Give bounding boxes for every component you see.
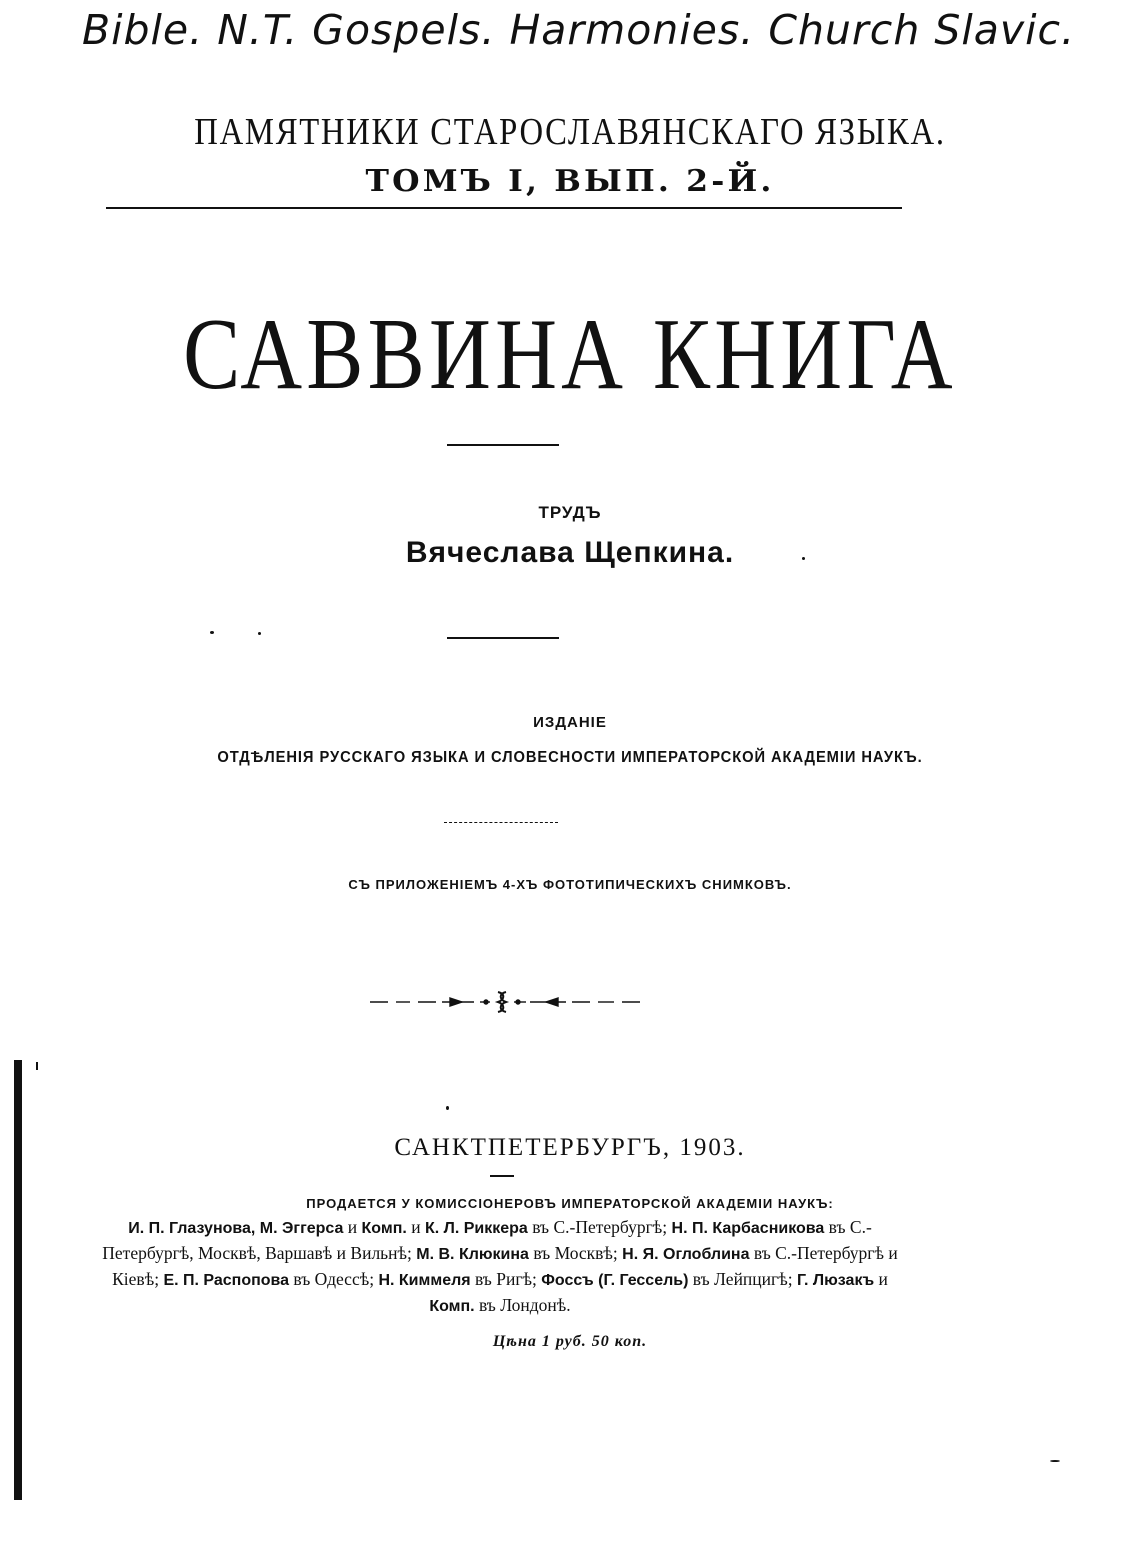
seller-name: Комп. — [429, 1298, 475, 1315]
ink-speck — [258, 632, 261, 635]
seller-entry — [378, 1269, 541, 1289]
seller-location: въ Ригѣ; — [470, 1269, 542, 1289]
volume-label: ТОМЪ I, ВЫП. 2-Й. — [365, 164, 775, 199]
seller-name: К. Л. Риккера — [424, 1220, 528, 1237]
seller-name: Н. П. Карбасникова — [671, 1220, 825, 1237]
ink-speck — [210, 631, 214, 634]
seller-name: Н. Киммеля — [378, 1272, 471, 1289]
seller-entry — [416, 1243, 622, 1263]
ink-speck — [1050, 1460, 1060, 1462]
seller-name: Г. Люзакъ — [796, 1272, 875, 1289]
seller-location: въ Одессѣ; — [289, 1269, 379, 1289]
seller-location: въ Москвѣ; — [528, 1243, 623, 1263]
seller-location: и — [343, 1217, 362, 1237]
seller-location: въ Лейпцигѣ; — [688, 1269, 797, 1289]
seller-location: и — [874, 1269, 888, 1289]
izdanie-label: ИЗДАНІЕ — [533, 714, 607, 731]
seller-name: Н. Я. Оглоблина — [622, 1246, 750, 1263]
seller-location: въ С.-Петербургѣ и Кіевѣ; — [112, 1243, 898, 1289]
supplement-note: СЪ ПРИЛОЖЕНІЕМЪ 4-ХЪ ФОТОТИПИЧЕСКИХЪ СНИМКОВЪ. — [348, 877, 792, 892]
seller-location: въ С.-Петербургѣ; — [527, 1217, 672, 1237]
binding-mark — [36, 1062, 38, 1070]
publisher-department: ОТДѢЛЕНІЯ РУССКАГО ЯЗЫКА И СЛОВЕСНОСТИ ИМПЕРАТОРСКОЙ АКАДЕМІИ НАУКЪ. — [217, 749, 923, 766]
city-divider — [490, 1175, 514, 1177]
seller-name: М. В. Клюкина — [416, 1246, 529, 1263]
seller-name: И. П. Глазунова, М. Эггерса — [128, 1220, 344, 1237]
seller-entry — [425, 1217, 672, 1237]
seller-entry — [541, 1269, 797, 1289]
trud-label: ТРУДЪ — [538, 503, 602, 522]
seller-entry — [429, 1295, 570, 1315]
book-title: САВВИНА КНИГА — [183, 298, 957, 411]
binding-edge-shadow — [14, 1060, 22, 1500]
title-divider — [447, 444, 559, 446]
ornament-divider-icon — [370, 988, 640, 1018]
seller-entry — [362, 1217, 425, 1237]
ink-speck — [446, 1106, 449, 1110]
series-title: ПАМЯТНИКИ СТАРОСЛАВЯНСКАГО ЯЗЫКА. — [194, 111, 946, 153]
author-divider — [447, 637, 559, 639]
price: Цѣна 1 руб. 50 коп. — [492, 1333, 648, 1350]
ink-speck — [802, 557, 805, 560]
seller-name: Е. П. Распопова — [163, 1272, 290, 1289]
header-divider — [106, 207, 902, 209]
seller-entry — [163, 1269, 378, 1289]
handwritten-catalog-note: Bible. N.T. Gospels. Harmonies. Church Slavic. — [82, 6, 1076, 54]
sold-by-label: ПРОДАЕТСЯ У КОМИССІОНЕРОВЪ ИМПЕРАТОРСКОЙ АКАДЕМІИ НАУКЪ: — [306, 1196, 834, 1211]
seller-entry — [128, 1217, 361, 1237]
seller-name: Комп. — [361, 1220, 407, 1237]
city-year: САНКТПЕТЕРБУРГЪ, 1903. — [394, 1134, 746, 1161]
seller-location: въ С.-Петербургѣ, Москвѣ, Варшавѣ и Вильнѣ; — [102, 1217, 872, 1263]
seller-entry — [797, 1269, 888, 1289]
seller-location: и — [406, 1217, 425, 1237]
publisher-divider — [444, 822, 558, 823]
seller-name: Фоссъ (Г. Гессель) — [541, 1272, 689, 1289]
sellers-list — [100, 1215, 900, 1319]
seller-location: въ Лондонѣ. — [474, 1295, 571, 1315]
author-name: Вячеслава Щепкина. — [405, 536, 735, 569]
